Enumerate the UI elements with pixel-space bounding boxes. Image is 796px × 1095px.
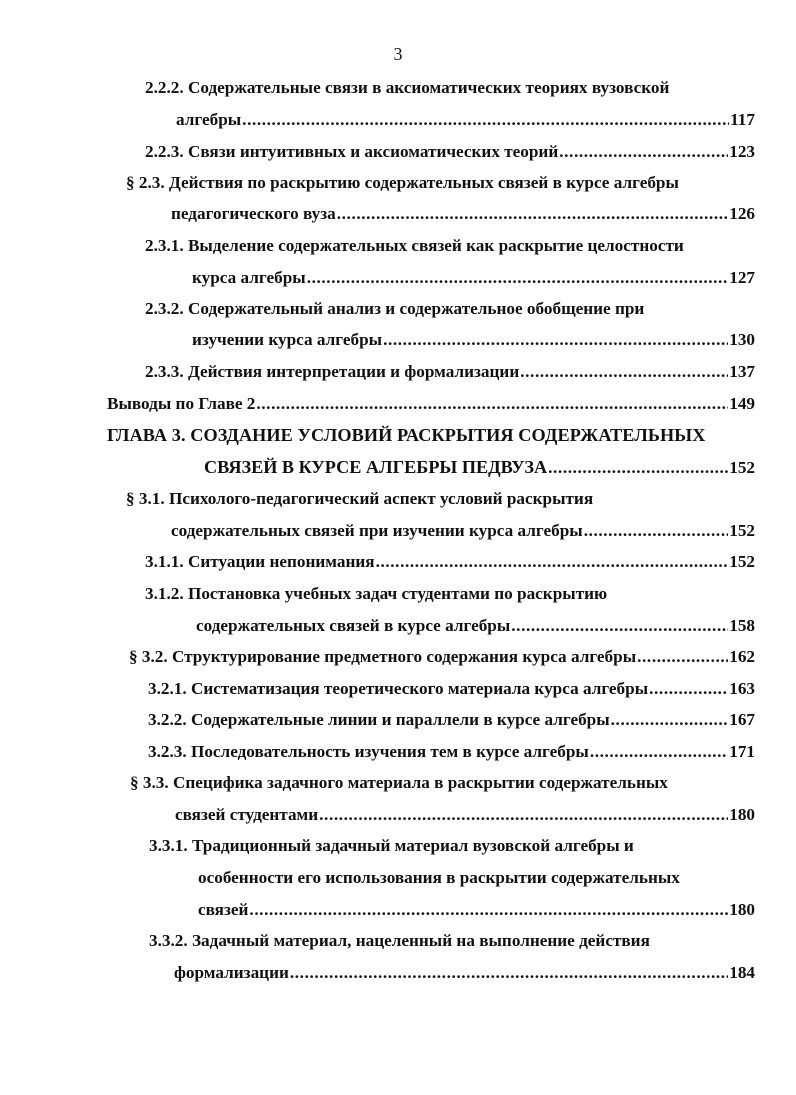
toc-entry-2-2-2-line2: алгебры: [176, 110, 242, 129]
toc-entry-3-3-1-line2: особенности его использования в раскрытии содержательных: [198, 868, 680, 887]
dot-leader: [319, 804, 728, 826]
toc-entry-2-3-2-line2: изучении курса алгебры: [192, 330, 383, 349]
toc-entry-conclusions-ch2-page: 149: [729, 394, 755, 413]
toc-entry-s3-2-page: 162: [729, 647, 755, 666]
toc-entry-3-2-3-page: 171: [729, 742, 755, 761]
toc-entry-3-2-2-leader: [148, 709, 755, 731]
toc-entry-s3-3-line1: § 3.3. Специфика задачного материала в раскрытии содержательных: [130, 773, 668, 792]
dot-leader: [511, 615, 728, 637]
toc-entry-s3-1-page: 152: [729, 521, 755, 540]
toc-entry-3-3-1-line3: связей: [198, 900, 249, 919]
dot-leader: [590, 741, 728, 763]
toc-entry-3-3-2-line1: 3.3.2. Задачный материал, нацеленный на выполнение действия: [149, 931, 650, 950]
toc-entry-2-2-2-leader: [176, 109, 755, 131]
toc-entry-conclusions-ch2-leader: [107, 393, 755, 415]
toc-entry-3-1-2-leader: [196, 615, 755, 637]
toc-entry-2-2-3-leader: [145, 141, 755, 163]
dot-leader: [337, 203, 728, 225]
toc-entry-3-2-3-title: 3.2.3. Последовательность изучения тем в курсе алгебры: [148, 742, 589, 761]
dot-leader: [376, 551, 729, 573]
toc-entry-s3-1-line1: § 3.1. Психолого-педагогический аспект условий раскрытия: [126, 489, 594, 508]
toc-entry-s3-1-line2: содержательных связей при изучении курса алгебры: [171, 521, 583, 540]
toc-entry-3-1-1-title: 3.1.1. Ситуации непонимания: [145, 552, 375, 571]
toc-entry-3-3-2-line2: формализации: [174, 963, 289, 982]
toc-entry-2-3-1-leader: [192, 267, 755, 289]
toc-entry-3-2-2-title: 3.2.2. Содержательные линии и параллели в курсе алгебры: [148, 710, 610, 729]
toc-entry-2-3-2-leader: [192, 329, 755, 351]
toc-entry-3-2-3-leader: [148, 741, 755, 763]
toc-entry-2-2-3-page: 123: [729, 142, 755, 161]
dot-leader: [637, 646, 728, 668]
toc-entry-3-3-1-line1: 3.3.1. Традиционный задачный материал вузовской алгебры и: [149, 836, 634, 855]
toc-chapter-3-page: 152: [729, 458, 755, 477]
dot-leader: [290, 962, 728, 984]
toc-entry-3-1-2-page: 158: [729, 616, 755, 635]
toc-entry-3-1-1-page: 152: [729, 552, 755, 571]
toc-entry-3-1-1-leader: [145, 551, 755, 573]
toc-entry-2-3-2-page: 130: [729, 330, 755, 349]
dot-leader: [520, 361, 728, 383]
toc-entry-2-3-3-page: 137: [729, 362, 755, 381]
toc-entry-3-3-1-leader: [198, 899, 755, 921]
toc-entry-s3-3-line2: связей студентами: [175, 805, 319, 824]
toc-entry-2-2-2-line1: 2.2.2. Содержательные связи в аксиоматических теориях вузовской: [145, 78, 670, 97]
toc-entry-s3-2-title: § 3.2. Структурирование предметного содержания курса алгебры: [129, 647, 637, 666]
toc-entry-3-3-2-page: 184: [729, 963, 755, 982]
toc-entry-s2-3-leader: [171, 203, 755, 225]
toc-entry-s3-3-page: 180: [729, 805, 755, 824]
toc-entry-s2-3-page: 126: [729, 204, 755, 223]
page-number: 3: [393, 44, 403, 64]
toc-entry-s2-3-line1: § 2.3. Действия по раскрытию содержательных связей в курсе алгебры: [126, 173, 679, 192]
dot-leader: [611, 709, 729, 731]
toc-chapter-3-leader: [204, 456, 755, 479]
toc-entry-2-3-1-line2: курса алгебры: [192, 268, 306, 287]
dot-leader: [242, 109, 729, 131]
toc-entry-2-2-2-page: 117: [730, 110, 755, 129]
toc-entry-3-2-2-page: 167: [729, 710, 755, 729]
toc-entry-3-2-1-page: 163: [729, 679, 755, 698]
toc-entry-3-2-1-title: 3.2.1. Систематизация теоретического материала курса алгебры: [148, 679, 649, 698]
toc-entry-3-1-2-line1: 3.1.2. Постановка учебных задач студентами по раскрытию: [145, 584, 608, 603]
toc-entry-2-3-1-line1: 2.3.1. Выделение содержательных связей как раскрытие целостности: [145, 236, 684, 255]
dot-leader: [548, 457, 728, 479]
toc-entry-3-1-2-line2: содержательных связей в курсе алгебры: [196, 616, 511, 635]
toc-entry-2-3-3-leader: [145, 361, 755, 383]
dot-leader: [249, 899, 728, 921]
toc-entry-2-3-2-line1: 2.3.2. Содержательный анализ и содержательное обобщение при: [145, 299, 645, 318]
toc-entry-2-3-1-page: 127: [729, 268, 755, 287]
toc-entry-s2-3-line2: педагогического вуза: [171, 204, 336, 223]
toc-chapter-3-line1: ГЛАВА 3. СОЗДАНИЕ УСЛОВИЙ РАСКРЫТИЯ СОДЕРЖАТЕЛЬНЫХ: [107, 425, 706, 445]
toc-entry-3-2-1-leader: [148, 678, 755, 700]
toc-entry-s3-2-leader: [129, 646, 755, 668]
toc-entry-s3-3-leader: [175, 804, 755, 826]
dot-leader: [256, 393, 728, 415]
toc-entry-3-3-1-page: 180: [729, 900, 755, 919]
toc-entry-3-3-2-leader: [174, 962, 755, 984]
dot-leader: [584, 520, 729, 542]
toc-entry-2-2-3-title: 2.2.3. Связи интуитивных и аксиоматических теорий: [145, 142, 559, 161]
toc-entry-s3-1-leader: [171, 520, 755, 542]
dot-leader: [559, 141, 728, 163]
toc-entry-2-3-3-title: 2.3.3. Действия интерпретации и формализации: [145, 362, 520, 381]
toc-chapter-3-line2: СВЯЗЕЙ В КУРСЕ АЛГЕБРЫ ПЕДВУЗА: [204, 457, 548, 477]
dot-leader: [307, 267, 729, 289]
dot-leader: [649, 678, 728, 700]
toc-entry-conclusions-ch2-title: Выводы по Главе 2: [107, 394, 256, 413]
dot-leader: [383, 329, 728, 351]
